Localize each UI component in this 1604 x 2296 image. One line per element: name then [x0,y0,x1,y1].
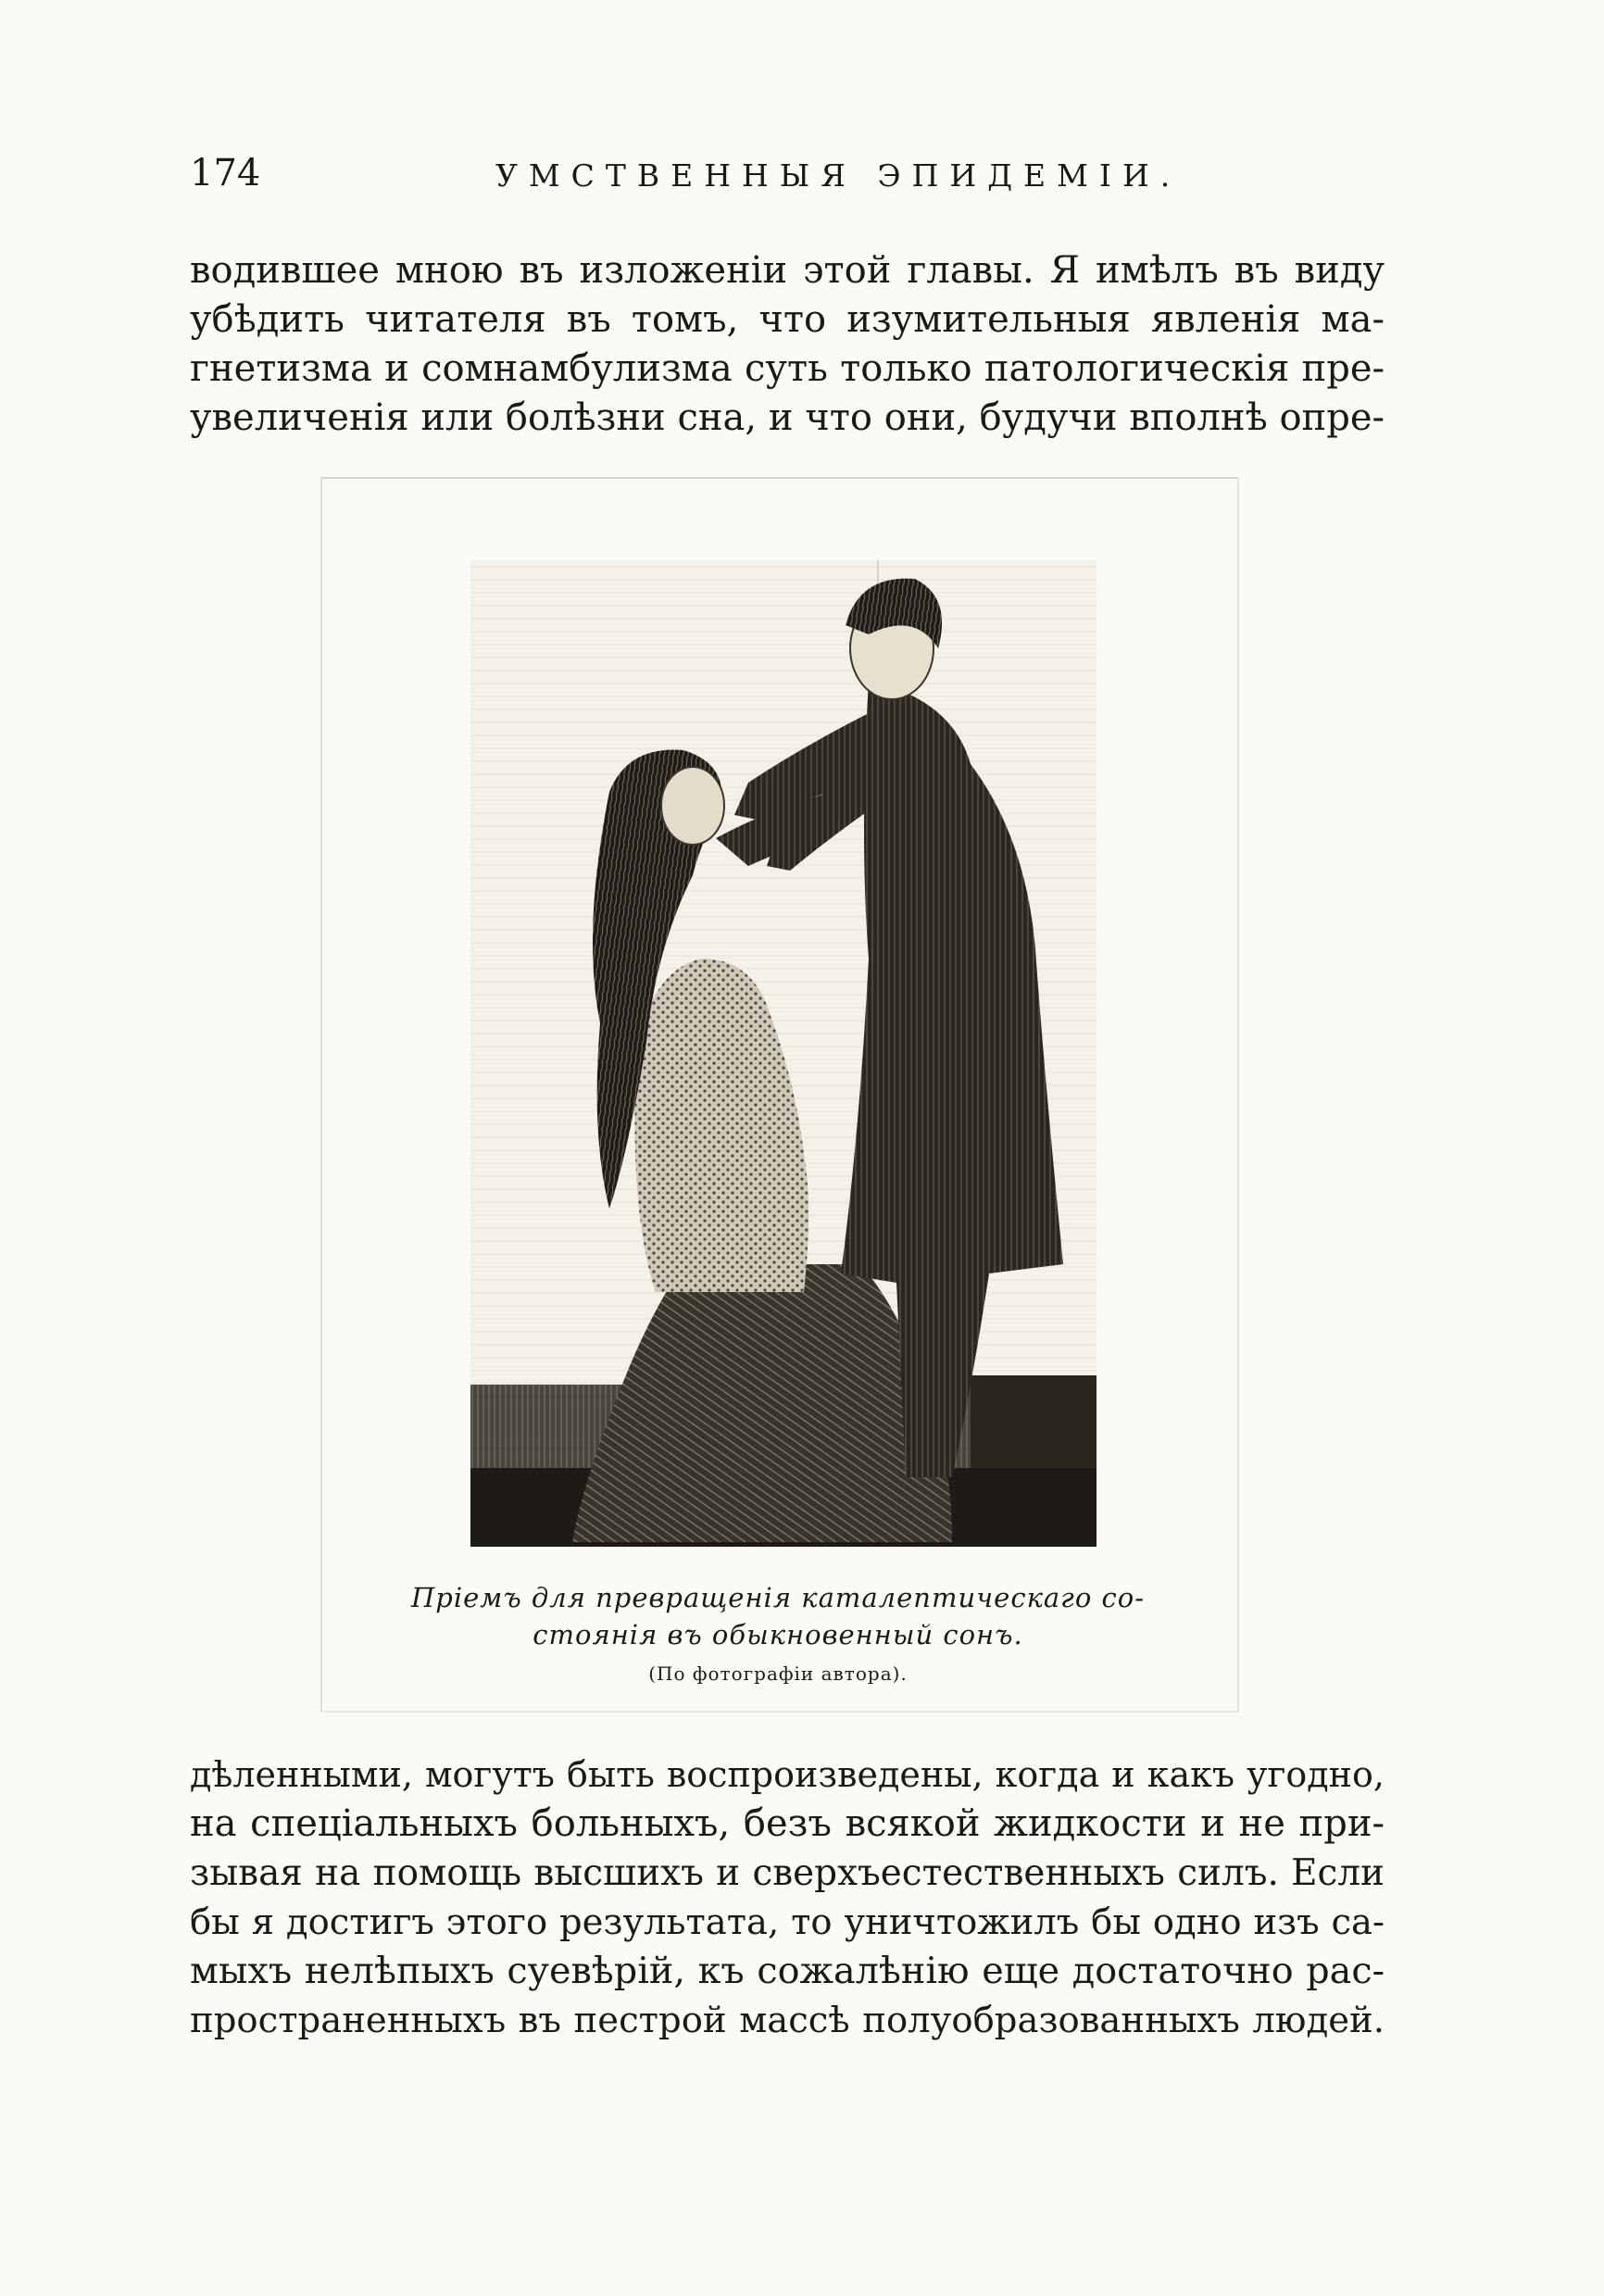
text-line: водившее мною въ изложеніи этой главы. Я имѣлъ въ виду [190,249,1385,292]
figure-caption [333,1579,1222,1692]
text-line: пространенныхъ въ пестрой массѣ полуобразованныхъ людей. [190,2000,1385,2041]
text-line: дѣленными, могутъ быть воспроизведены, когда и какъ угодно, [190,1754,1385,1795]
paragraph-bottom [190,1750,1385,2045]
text-line: гнетизма и сомнамбулизма суть только патологическія пре- [190,347,1385,390]
engraving-illustration [470,560,1096,1547]
text-line: зывая на помощь высшихъ и сверхъестественныхъ силъ. Если [190,1852,1385,1894]
text-line: бы я достигъ этого результата, то уничтожилъ бы одно изъ са- [190,1901,1385,1943]
caption-line: стоянія въ обыкновенный сонъ. [533,1619,1023,1650]
running-head [190,152,1449,207]
caption-source: (По фотографіи автора). [648,1662,908,1685]
running-title: УМСТВЕННЫЯ ЭПИДЕМІИ. [495,157,1182,194]
text-line: увеличенія или болѣзни сна, и что они, будучи вполнѣ опре- [190,396,1385,439]
page-number: 174 [190,152,261,194]
paragraph-top [190,246,1385,443]
text-line: мыхъ нелѣпыхъ суевѣрій, къ сожалѣнію еще достаточно рас- [190,1950,1385,1992]
caption-line: Пріемъ для превращенія каталептическаго со- [410,1582,1146,1613]
text-line: убѣдить читателя въ томъ, что изумительныя явленія ма- [190,298,1385,341]
text-line: на спеціальныхъ больныхъ, безъ всякой жидкости и не при- [190,1802,1385,1845]
